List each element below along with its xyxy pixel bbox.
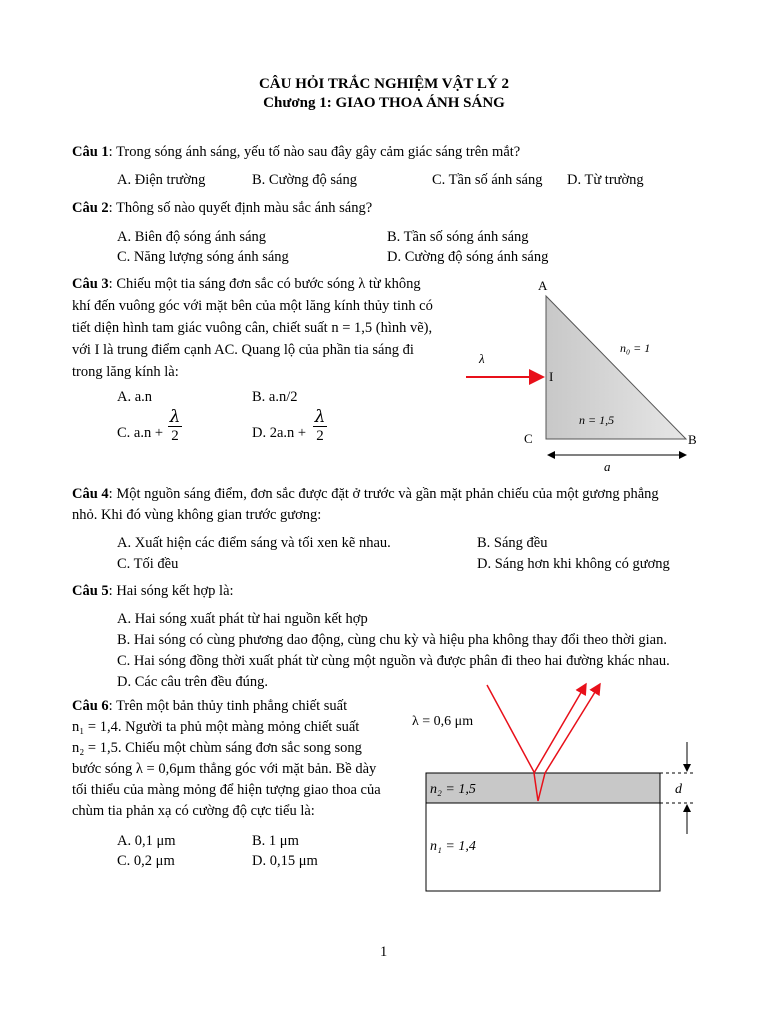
reflected-ray-1 <box>534 684 586 773</box>
option-d: D. Từ trường <box>567 172 644 188</box>
question-line: n₂ = 1,5. Chiếu một chùm sáng đơn sắc song song <box>72 740 362 756</box>
chapter-title: Chương 1: GIAO THOA ÁNH SÁNG <box>263 95 505 111</box>
question-label: Câu 3 <box>72 276 109 292</box>
option-b: B. Hai sóng có cùng phương dao động, cùng chu kỳ và hiệu pha không thay đổi theo thời gian. <box>117 632 667 648</box>
question-5 <box>72 583 234 600</box>
question-line: chùm tia phản xạ có cường độ cực tiểu là: <box>72 803 315 819</box>
question-label: Câu 2 <box>72 200 109 216</box>
fraction-numerator: λ <box>169 407 181 427</box>
prism-triangle <box>546 296 686 439</box>
label-lambda-film: λ = 0,6 μm <box>412 714 474 729</box>
option-a: A. Xuất hiện các điểm sáng và tối xen kẽ nhau. <box>117 535 391 551</box>
option-d: D. 0,15 μm <box>252 853 318 869</box>
option-a: A. a.n <box>117 389 153 405</box>
question-label: Câu 5 <box>72 583 109 599</box>
label-d: d <box>675 782 682 797</box>
option-c: C. Năng lượng sóng ánh sáng <box>117 249 289 265</box>
label-n2: n₂ = 1,5 <box>430 782 476 797</box>
option-d: D. Sáng hơn khi không có gương <box>477 556 670 572</box>
question-line: : Một nguồn sáng điểm, đơn sắc được đặt ở trước và gần mặt phản chiếu của một gương phẳng <box>108 486 659 502</box>
label-B: B <box>688 432 697 447</box>
option-c: C. Hai sóng đồng thời xuất phát từ cùng một nguồn và được phân đi theo hai đường khác nhau. <box>117 653 670 669</box>
question-text: : Thông số nào quyết định màu sắc ánh sáng? <box>108 200 373 216</box>
question-line: khí đến vuông góc với mặt bên của một lăng kính thủy tinh có <box>72 298 433 314</box>
question-6 <box>72 698 347 715</box>
question-line: : Chiếu một tia sáng đơn sắc có bước sóng λ từ không <box>108 276 421 292</box>
question-label: Câu 4 <box>72 486 109 502</box>
question-line: với I là trung điểm cạnh AC. Quang lộ của phần tia sáng đi <box>72 342 414 358</box>
option-a: A. Biên độ sóng ánh sáng <box>117 229 267 245</box>
question-text: : Trong sóng ánh sáng, yếu tố nào sau đây gây cảm giác sáng trên mắt? <box>108 144 521 160</box>
label-I: I <box>549 369 554 384</box>
option-b: B. Sáng đều <box>477 535 548 551</box>
label-lambda: λ <box>479 351 485 366</box>
option-b: B. Tần số sóng ánh sáng <box>387 229 529 245</box>
option-c: C. Tối đều <box>117 556 179 572</box>
reflected-ray-2 <box>545 684 600 773</box>
option-c: C. Tần số ánh sáng <box>432 172 543 188</box>
label-a: a <box>604 459 611 474</box>
option-d: D. Các câu trên đều đúng. <box>117 674 268 690</box>
option-b: B. 1 μm <box>252 833 299 849</box>
question-line: nhỏ. Khi đó vùng không gian trước gương: <box>72 507 322 523</box>
question-line: tối thiểu của màng mỏng để hiện tượng giao thoa của <box>72 782 381 798</box>
fraction-denominator: 2 <box>171 428 179 444</box>
question-label: Câu 1 <box>72 144 109 160</box>
label-n: n = 1,5 <box>579 413 615 427</box>
label-C: C <box>524 431 533 446</box>
page-title: CÂU HỎI TRẮC NGHIỆM VẬT LÝ 2 <box>258 76 510 92</box>
question-line: n₁ = 1,4. Người ta phủ một màng mỏng chiết suất <box>72 719 360 735</box>
fraction-numerator: λ <box>314 407 326 427</box>
incident-ray <box>487 685 534 772</box>
option-c: C. a.n + <box>117 425 164 441</box>
option-a: A. 0,1 μm <box>117 833 176 849</box>
option-d: D. Cường độ sóng ánh sáng <box>387 249 549 265</box>
question-line: : Trên một bản thủy tinh phẳng chiết suất <box>108 698 348 714</box>
question-text: : Hai sóng kết hợp là: <box>108 583 234 599</box>
label-n1: n₁ = 1,4 <box>430 839 476 854</box>
question-line: trong lăng kính là: <box>72 364 179 380</box>
option-a: A. Hai sóng xuất phát từ hai nguồn kết hợp <box>117 611 368 627</box>
page-number: 1 <box>380 944 388 960</box>
question-line: tiết diện hình tam giác vuông cân, chiết suất n = 1,5 (hình vẽ), <box>72 320 433 336</box>
option-d: D. 2a.n + <box>252 425 307 441</box>
option-c: C. 0,2 μm <box>117 853 175 869</box>
option-b: B. Cường độ sáng <box>252 172 357 188</box>
question-4 <box>72 486 659 503</box>
option-a: A. Điện trường <box>117 172 206 188</box>
question-label: Câu 6 <box>72 698 109 714</box>
option-b: B. a.n/2 <box>252 389 298 405</box>
fraction-denominator: 2 <box>316 428 324 444</box>
label-A: A <box>538 278 548 293</box>
question-line: bước sóng λ = 0,6μm thẳng góc với mặt bản. Bề dày <box>72 761 377 777</box>
label-n0: n₀ = 1 <box>620 341 651 355</box>
